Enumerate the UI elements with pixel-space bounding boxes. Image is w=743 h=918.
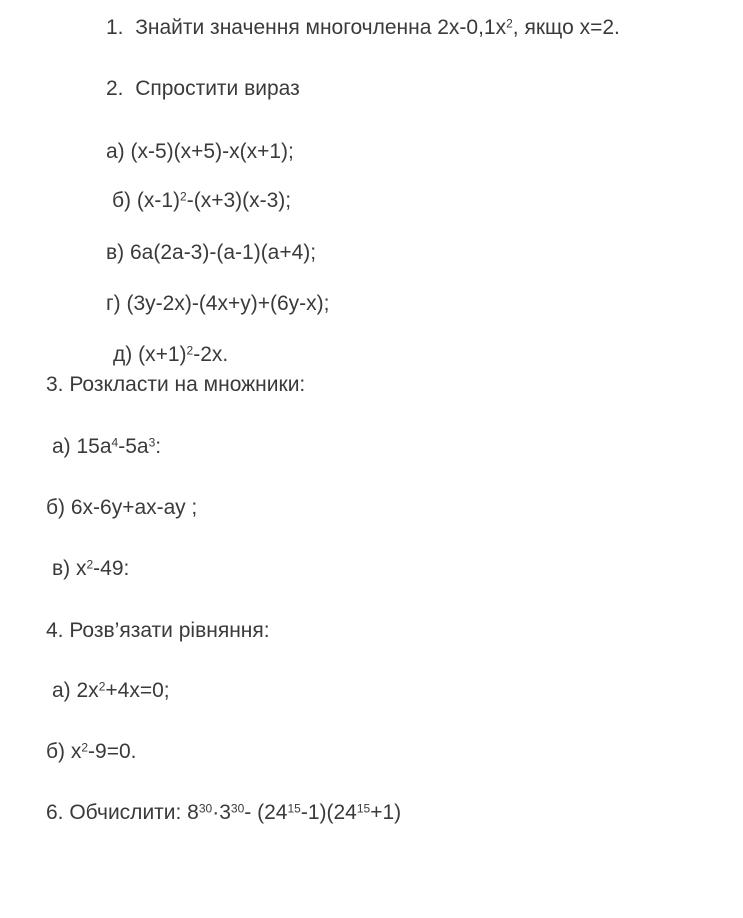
- task-2-title: [106, 78, 300, 99]
- task-3-item-b: б) 6х-6у+ах-ау ;: [46, 496, 198, 519]
- task-2-title-text: Спростити вираз: [135, 77, 300, 100]
- task-2-item-a: а) (х-5)(х+5)-х(х+1);: [106, 140, 294, 163]
- task-2-number: 2.: [106, 77, 124, 100]
- task-4-title: 4. Розв’язати рівняння:: [46, 619, 270, 642]
- task-3-item-a: а) $15а^4-5а^3$:: [52, 435, 162, 458]
- task-3-item-v: в) $х^2-49$:: [52, 557, 130, 580]
- task-6: 6. Обчислити: $8^{30}\cdot 3^{30}-$ $(24^{15}-1)(24^{15}+1)$: [46, 801, 402, 824]
- task-1: [106, 17, 620, 38]
- task-2-item-d: д) $(х+1)^2-2х$.: [113, 343, 229, 366]
- task-4-item-b: б) $х^2-9=0$.: [46, 740, 137, 763]
- task-1-condition: , якщо х=2.: [512, 16, 620, 39]
- task-2-item-v: в) 6а(2а-3)-(а-1)(а+4);: [106, 241, 317, 264]
- task-1-exponent: 2: [506, 16, 513, 31]
- task-1-text: Знайти значення многочленна 2х-0,1х: [135, 16, 507, 39]
- task-2-item-b: б) $(х-1)^2-(х+3)(х-3)$;: [112, 189, 292, 212]
- task-2-item-g: г) (3у-2х)-(4х+у)+(6у-х);: [106, 292, 330, 315]
- task-3-title: 3. Розкласти на множники:: [46, 373, 306, 396]
- task-4-item-a: а) $2х^2+4х=0$;: [52, 679, 170, 702]
- task-1-number: 1.: [106, 16, 124, 39]
